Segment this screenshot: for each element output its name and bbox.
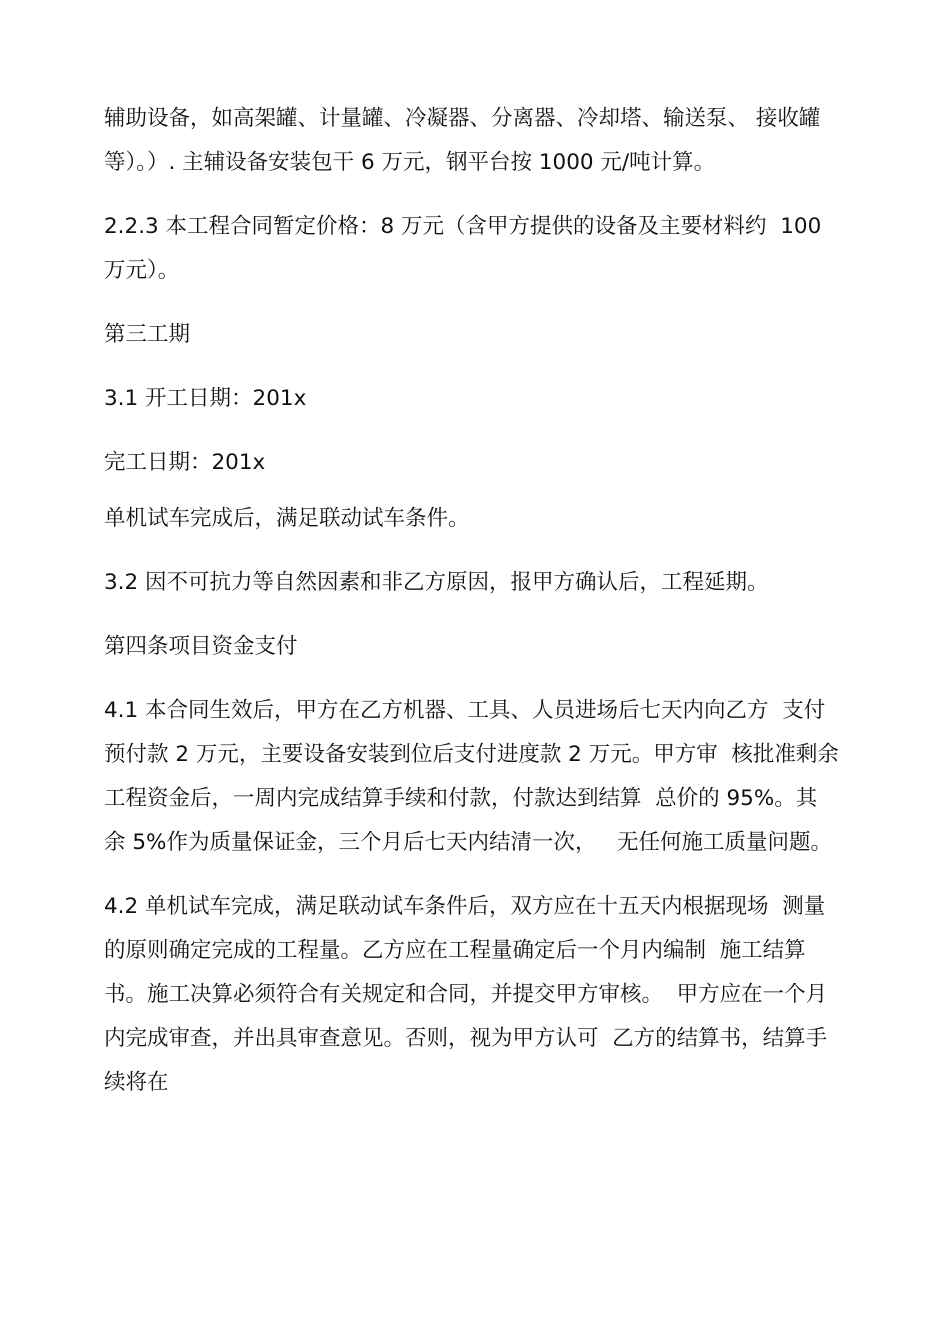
paragraph-4-1 [104, 689, 862, 865]
text-line: 3.1 开工日期：201x [104, 386, 307, 411]
text-line: 书。施工决算必须符合有关规定和合同，并提交甲方审核。 甲方应在一个月 [104, 982, 828, 1007]
text-line: 的原则确定完成的工程量。乙方应在工程量确定后一个月内编制 施工结算 [104, 938, 806, 963]
text-line: 余 5%作为质量保证金，三个月后七天内结清一次， 无任何施工质量问题。 [104, 830, 832, 855]
text-line: 完工日期：201x [104, 450, 266, 475]
text-line: 第三工期 [104, 322, 191, 347]
heading-section-3 [104, 313, 862, 357]
text-line: 工程资金后，一周内完成结算手续和付款，付款达到结算 总价的 95%。其 [104, 786, 818, 811]
paragraph-2-2-3 [104, 205, 862, 293]
text-line: 单机试车完成后，满足联动试车条件。 [104, 506, 470, 531]
text-line: 续将在 [104, 1070, 169, 1095]
text-line: 万元）。 [104, 258, 180, 283]
paragraph-4-2 [104, 885, 862, 1105]
text-line: 内完成审查，并出具审查意见。否则，视为甲方认可 乙方的结算书，结算手 [104, 1026, 828, 1051]
text-line: 3.2 因不可抗力等自然因素和非乙方原因，报甲方确认后，工程延期。 [104, 570, 769, 595]
document-body [104, 97, 862, 1105]
text-line: 第四条项目资金支付 [104, 634, 298, 659]
heading-section-4 [104, 625, 862, 669]
text-line: 等）。）. 主辅设备安装包干 6 万元，钢平台按 1000 元/吨计算。 [104, 150, 716, 175]
text-line: 4.2 单机试车完成，满足联动试车条件后，双方应在十五天内根据现场 测量 [104, 894, 826, 919]
text-line: 4.1 本合同生效后，甲方在乙方机器、工具、人员进场后七天内向乙方 支付 [104, 698, 826, 723]
text-line: 辅助设备，如高架罐、计量罐、冷凝器、分离器、冷却塔、输送泵、 接收罐 [104, 106, 821, 131]
paragraph-auxiliary-equipment [104, 97, 862, 185]
paragraph-completion-date [104, 441, 862, 485]
paragraph-3-2 [104, 561, 862, 605]
paragraph-3-1 [104, 377, 862, 421]
text-line: 2.2.3 本工程合同暂定价格：8 万元（含甲方提供的设备及主要材料约 100 [104, 214, 822, 239]
paragraph-trial-run [104, 497, 862, 541]
text-line: 预付款 2 万元，主要设备安装到位后支付进度款 2 万元。甲方审 核批准剩余 [104, 742, 839, 767]
